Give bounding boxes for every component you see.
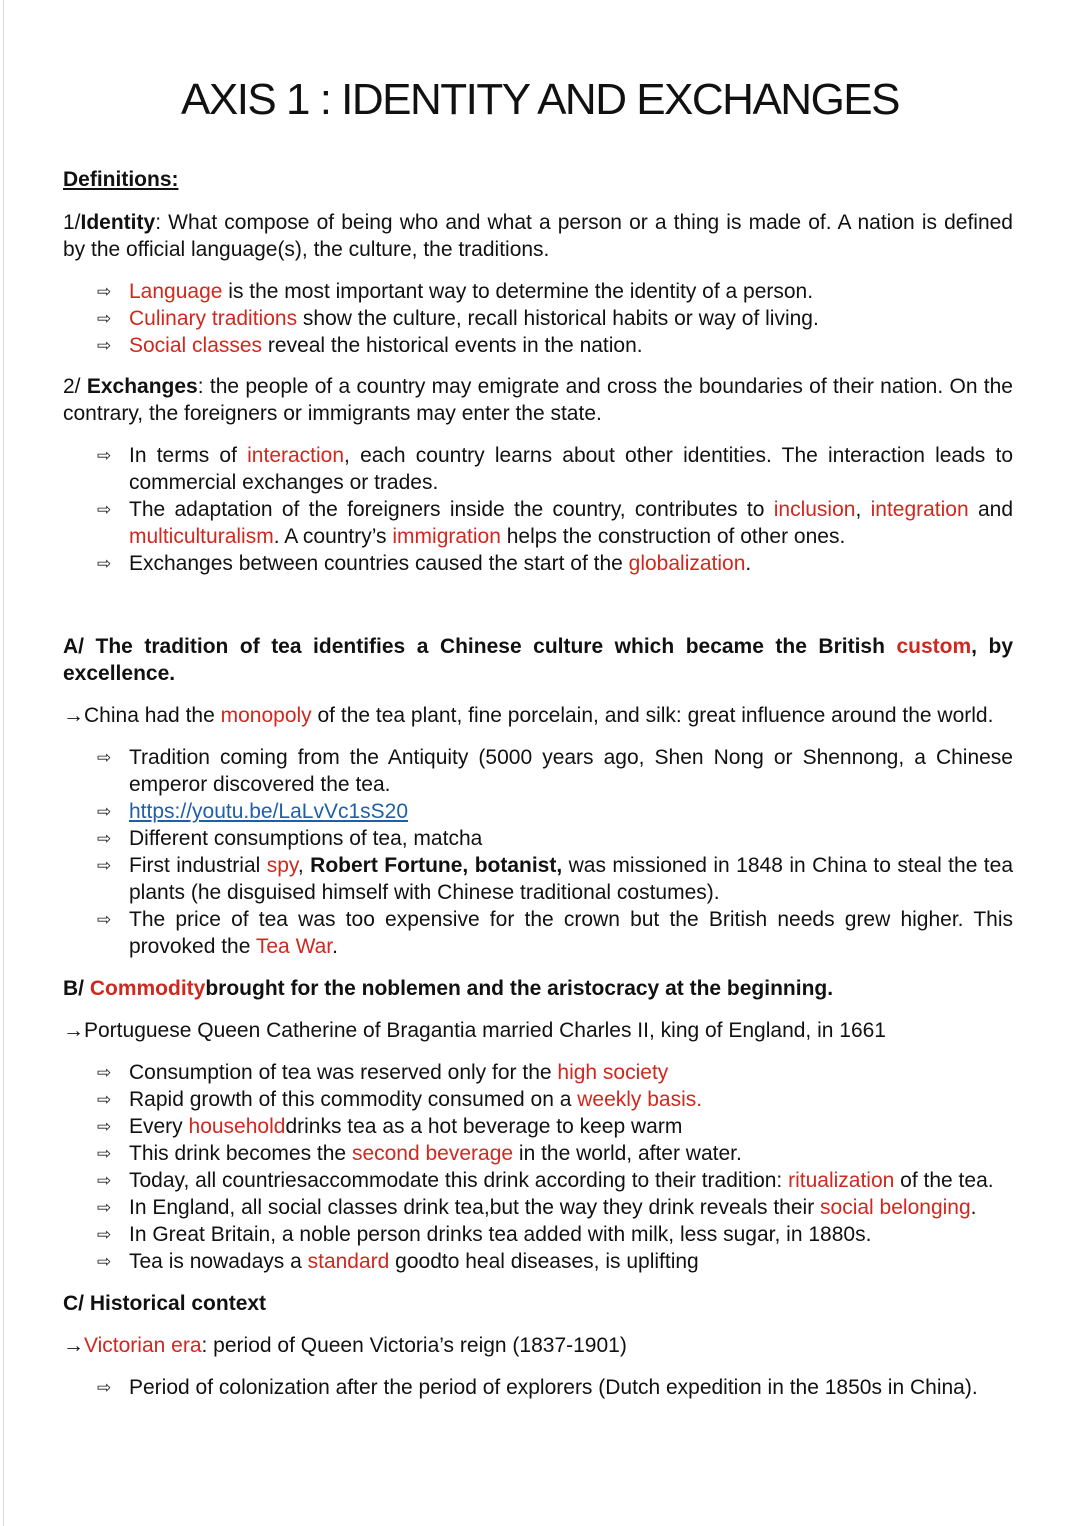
section-b-intro: →Portuguese Queen Catherine of Bragantia married Charles II, king of England, in 1661 (63, 1019, 886, 1042)
bullet-text: Different consumptions of tea, matcha (129, 827, 483, 850)
arrow-icon: ⇨ (97, 802, 112, 821)
exchanges-term: Exchanges (86, 375, 198, 398)
list-item (97, 1086, 1013, 1113)
document-body (63, 166, 1013, 1401)
bullet-text: . (970, 1196, 977, 1219)
arrow-icon: ⇨ (97, 910, 112, 929)
arrow-icon: ⇨ (97, 554, 112, 573)
list-item (97, 825, 1013, 852)
bullet-text: and (968, 498, 1014, 521)
section-c-bullet-list (63, 1374, 1013, 1401)
list-item (97, 1167, 1013, 1194)
arrow-icon: ⇨ (97, 856, 112, 875)
section-c-heading: C/ Historical context (63, 1292, 267, 1315)
section-c-intro (63, 1332, 1013, 1359)
arrow-icon: ⇨ (97, 1117, 112, 1136)
arrow-icon: ⇨ (97, 500, 112, 519)
arrow-icon: ⇨ (97, 1252, 112, 1271)
bullet-text: , (855, 498, 871, 521)
page-edge-line (3, 0, 4, 1526)
arrow-icon: ⇨ (97, 829, 112, 848)
red-term: multiculturalism (129, 525, 274, 548)
list-item (97, 1059, 1013, 1086)
red-term: globalization (628, 552, 746, 575)
list-item (97, 852, 1014, 906)
identity-bullet-list (63, 278, 1013, 359)
bullet-text: Tea is nowadays a (129, 1250, 308, 1273)
arrow-icon: ⇨ (97, 1090, 112, 1109)
red-term: standard (307, 1250, 390, 1273)
bullet-text: in the world, after water. (513, 1142, 742, 1165)
bullet-text: In England, all social classes drink tea,but the way they drink reveals their (129, 1196, 821, 1219)
section-a-bullet-list (63, 744, 1013, 960)
list-item (97, 332, 1013, 359)
bullet-text: . (332, 935, 338, 958)
bullet-text: is the most important way to determine the identity of a person. (222, 280, 814, 303)
bullet-text: Today, all countriesaccommodate this drink according to their tradition: (129, 1169, 789, 1192)
heading-text: A/ The tradition of tea identifies a Chinese culture which became the British (63, 635, 897, 658)
list-item (97, 1140, 1013, 1167)
exchanges-bullet-list (63, 442, 1013, 577)
exchanges-text: : the people of a country may emigrate and cross the boundaries of their nation. On the contrary, the foreigners or immigrants may enter the state. (63, 375, 1013, 425)
red-term: weekly basis. (577, 1088, 703, 1111)
bullet-text: . A country’s (273, 525, 393, 548)
arrow-icon: ⇨ (97, 336, 112, 355)
arrow-icon: ⇨ (97, 1144, 112, 1163)
arrow-icon: ⇨ (97, 1378, 112, 1397)
red-term: second beverage (351, 1142, 514, 1165)
identity-number: 1/ (63, 211, 81, 234)
list-item (97, 1113, 1013, 1140)
bullet-text: was missioned in 1848 in China to steal the tea plants (he disguised himself with Chinese traditional costumes). (129, 854, 1014, 904)
red-term: Social classes (129, 334, 263, 357)
list-item (97, 906, 1013, 960)
arrow-icon: ⇨ (97, 446, 112, 465)
red-term: social belonging (820, 1196, 971, 1219)
red-term: immigration (392, 525, 501, 548)
bullet-text: reveal the historical events in the nation. (262, 334, 643, 357)
bullet-text: In terms of (129, 444, 248, 467)
list-item (97, 278, 1013, 305)
red-term: high society (557, 1061, 669, 1084)
bullet-text: Every (129, 1115, 189, 1138)
intro-text: →China had the (63, 704, 221, 727)
red-term: ritualization (788, 1169, 895, 1192)
bullet-text: helps the construction of other ones. (500, 525, 846, 548)
bold-term: Robert Fortune, botanist, (310, 854, 563, 877)
bullet-text: Consumption of tea was reserved only for the (129, 1061, 558, 1084)
arrow-icon: ⇨ (97, 1225, 112, 1244)
red-term: custom (896, 635, 972, 658)
bullet-text: The price of tea was too expensive for the crown but the British needs grew higher. This provoked the (129, 908, 1013, 958)
bullet-text: First industrial (129, 854, 267, 877)
bullet-text: , each country learns about other identities. The interaction leads to commercial exchanges or trades. (129, 444, 1014, 494)
arrow-icon: ⇨ (97, 282, 112, 301)
red-term: Tea War (255, 935, 333, 958)
arrow-icon: ⇨ (97, 1171, 112, 1190)
list-item (97, 1248, 1013, 1275)
bullet-text: Tradition coming from the Antiquity (5000 years ago, Shen Nong or Shennong, a Chinese emperor discovered the tea. (129, 746, 1013, 796)
red-term: monopoly (220, 704, 312, 727)
identity-term: Identity (80, 211, 156, 234)
page-title: AXIS 1 : IDENTITY AND EXCHANGES (181, 75, 899, 124)
bullet-text: Rapid growth of this commodity consumed on a (129, 1088, 578, 1111)
list-item (97, 496, 1014, 550)
list-item (97, 550, 1013, 577)
list-item (97, 442, 1014, 496)
section-b-heading (63, 975, 1013, 1002)
bullet-text: of the tea. (894, 1169, 994, 1192)
list-item (97, 1374, 1013, 1401)
list-item (97, 305, 1013, 332)
bullet-text: . (745, 552, 752, 575)
bullet-text: The adaptation of the foreigners inside the country, contributes to (129, 498, 774, 521)
red-term: household (188, 1115, 286, 1138)
heading-text: brought for the noblemen and the aristocracy at the beginning. (205, 977, 834, 1000)
red-term: Culinary traditions (129, 307, 298, 330)
list-item (97, 1194, 1013, 1221)
red-term: interaction (247, 444, 345, 467)
red-term: inclusion (773, 498, 856, 521)
intro-text: : period of Queen Victoria’s reign (1837-1901) (201, 1334, 627, 1357)
arrow-icon: ⇨ (97, 1063, 112, 1082)
heading-text: , by excellence. (63, 635, 1013, 685)
section-b-bullet-list (63, 1059, 1013, 1275)
red-term: Commodity (89, 977, 206, 1000)
section-a-heading (63, 633, 1013, 687)
red-term: Language (129, 280, 223, 303)
list-item (97, 1221, 1013, 1248)
arrow-icon: ⇨ (97, 1198, 112, 1217)
list-item (97, 744, 1013, 798)
intro-text: of the tea plant, fine porcelain, and silk: great influence around the world. (311, 704, 994, 727)
youtube-link[interactable]: https://youtu.be/LaLvVc1sS20 (129, 800, 409, 823)
bullet-text: Exchanges between countries caused the start of the (129, 552, 629, 575)
exchanges-definition (63, 373, 1013, 427)
bullet-text: drinks tea as a hot beverage to keep warm (285, 1115, 683, 1138)
intro-text: → (63, 1334, 84, 1357)
list-item (97, 798, 1013, 825)
bullet-text: This drink becomes the (129, 1142, 352, 1165)
bullet-text: Period of colonization after the period of explorers (Dutch expedition in the 1850s in China). (129, 1376, 978, 1399)
red-term: spy (266, 854, 298, 877)
bullet-text: show the culture, recall historical habits or way of living. (297, 307, 819, 330)
identity-definition (63, 209, 1013, 263)
section-a-intro (63, 702, 1013, 729)
bullet-text: In Great Britain, a noble person drinks tea added with milk, less sugar, in 1880s. (129, 1223, 872, 1246)
definitions-heading: Definitions: (63, 168, 179, 191)
bullet-text: , (297, 854, 311, 877)
arrow-icon: ⇨ (97, 748, 112, 767)
exchanges-number: 2/ (63, 375, 87, 398)
bullet-text: goodto heal diseases, is uplifting (389, 1250, 699, 1273)
identity-text: : What compose of being who and what a person or a thing is made of. A nation is defined by the official language(s), the culture, the traditions. (63, 211, 1013, 261)
arrow-icon: ⇨ (97, 309, 112, 328)
heading-text: B/ (63, 977, 90, 1000)
red-term: Victorian era (84, 1334, 202, 1357)
red-term: integration (870, 498, 969, 521)
